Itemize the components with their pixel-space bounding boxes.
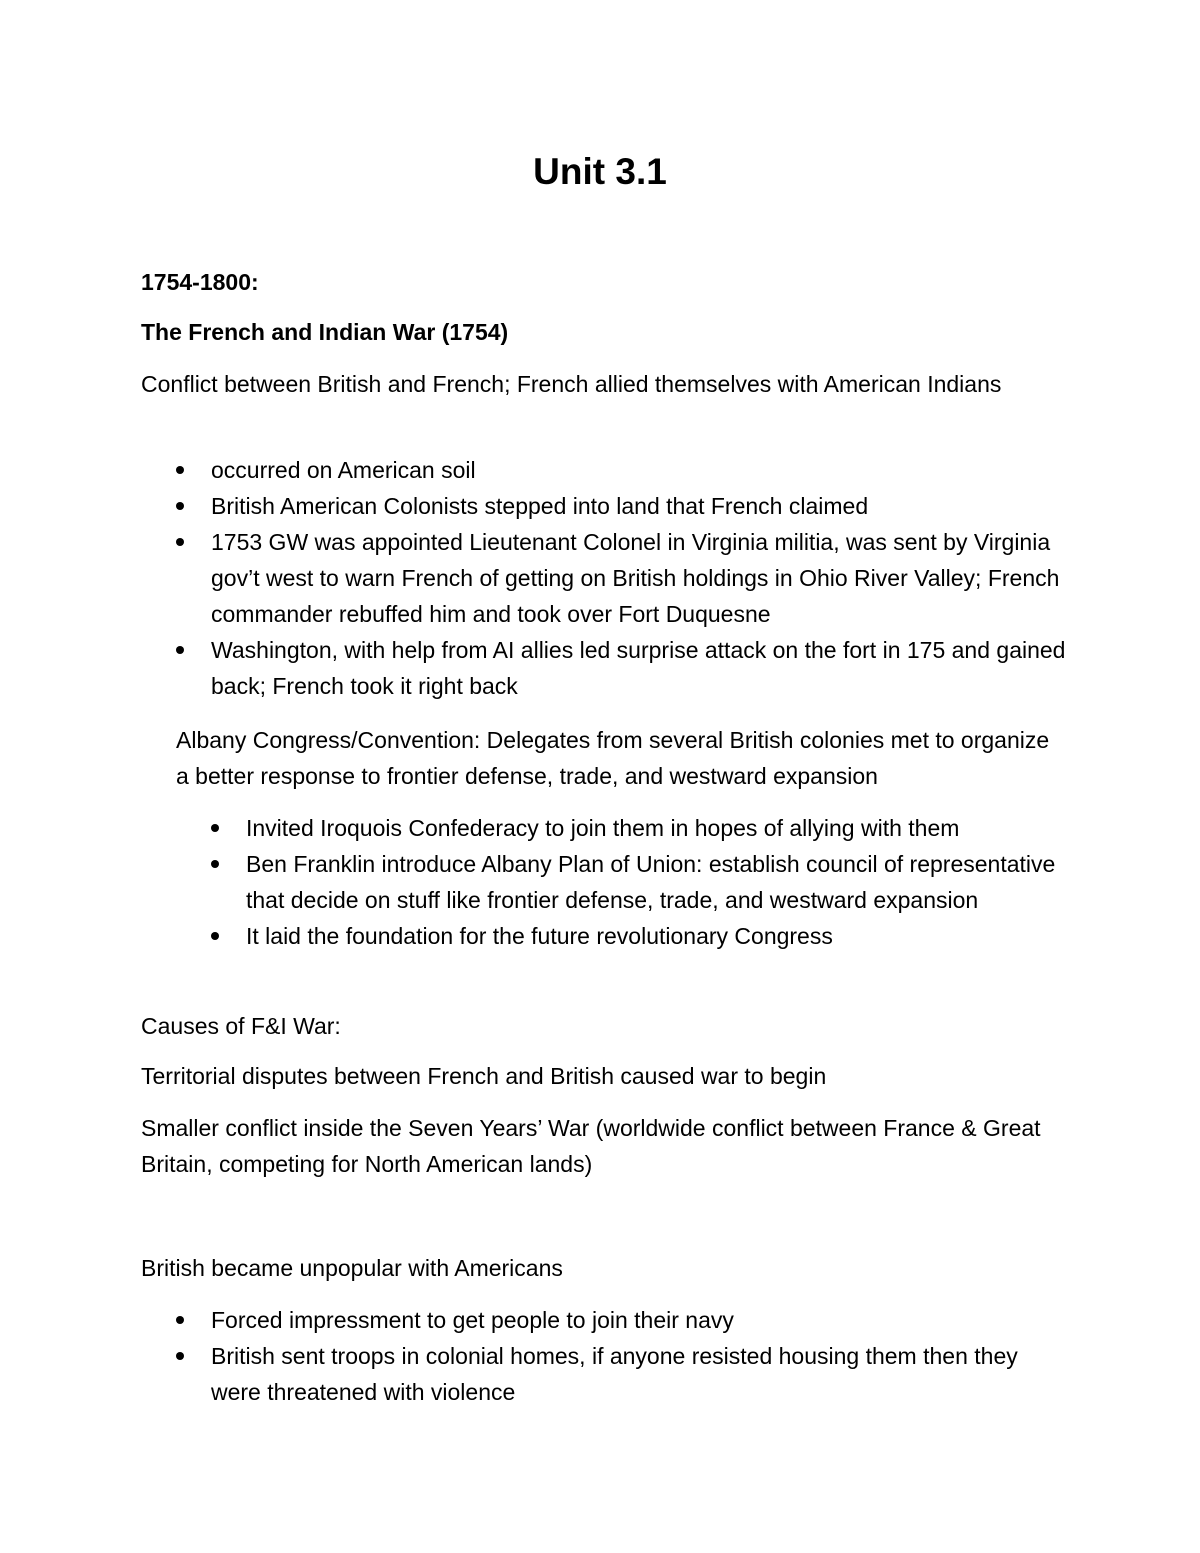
list-item: British sent troops in colonial homes, if anyone resisted housing them then they were threatened with violence <box>211 1338 1061 1410</box>
war-facts-list <box>211 452 1081 704</box>
bullet-icon <box>176 538 184 546</box>
list-item: Forced impressment to get people to join their navy <box>211 1302 1061 1338</box>
list-item: 1753 GW was appointed Lieutenant Colonel in Virginia militia, was sent by Virginia gov’t west to warn French of getting on British holdings in Ohio River Valley; French commander rebuffed him and took over Fort Duquesne <box>211 524 1081 632</box>
period-heading: 1754-1800: <box>141 269 259 295</box>
list-item: Washington, with help from AI allies led surprise attack on the fort in 175 and gained back; French took it right back <box>211 632 1081 704</box>
unpopular-heading: British became unpopular with Americans <box>141 1255 563 1281</box>
unpopular-list <box>211 1302 1061 1410</box>
page-title: Unit 3.1 <box>533 151 667 192</box>
bullet-icon <box>176 466 184 474</box>
bullet-icon <box>176 1316 184 1324</box>
cause-territorial: Territorial disputes between French and British caused war to begin <box>141 1063 827 1089</box>
list-item: It laid the foundation for the future revolutionary Congress <box>246 918 1081 954</box>
list-item: Ben Franklin introduce Albany Plan of Union: establish council of representative that decide on stuff like frontier defense, trade, and westward expansion <box>246 846 1081 918</box>
bullet-icon <box>211 860 219 868</box>
cause-seven-years: Smaller conflict inside the Seven Years’ War (worldwide conflict between France & Great Britain, competing for North American lands) <box>141 1115 1041 1177</box>
list-item: Invited Iroquois Confederacy to join them in hopes of allying with them <box>246 810 1081 846</box>
bullet-icon <box>176 1352 184 1360</box>
list-item: occurred on American soil <box>211 452 1081 488</box>
bullet-icon <box>176 502 184 510</box>
list-item: British American Colonists stepped into land that French claimed <box>211 488 1081 524</box>
albany-list <box>246 810 1081 954</box>
intro-paragraph: Conflict between British and French; French allied themselves with American Indians <box>141 371 1002 397</box>
albany-paragraph: Albany Congress/Convention: Delegates from several British colonies met to organize a better response to frontier defense, trade, and westward expansion <box>176 727 1050 789</box>
causes-heading: Causes of F&I War: <box>141 1013 341 1039</box>
bullet-icon <box>176 646 184 654</box>
bullet-icon <box>211 932 219 940</box>
section-heading: The French and Indian War (1754) <box>141 319 509 345</box>
bullet-icon <box>211 824 219 832</box>
